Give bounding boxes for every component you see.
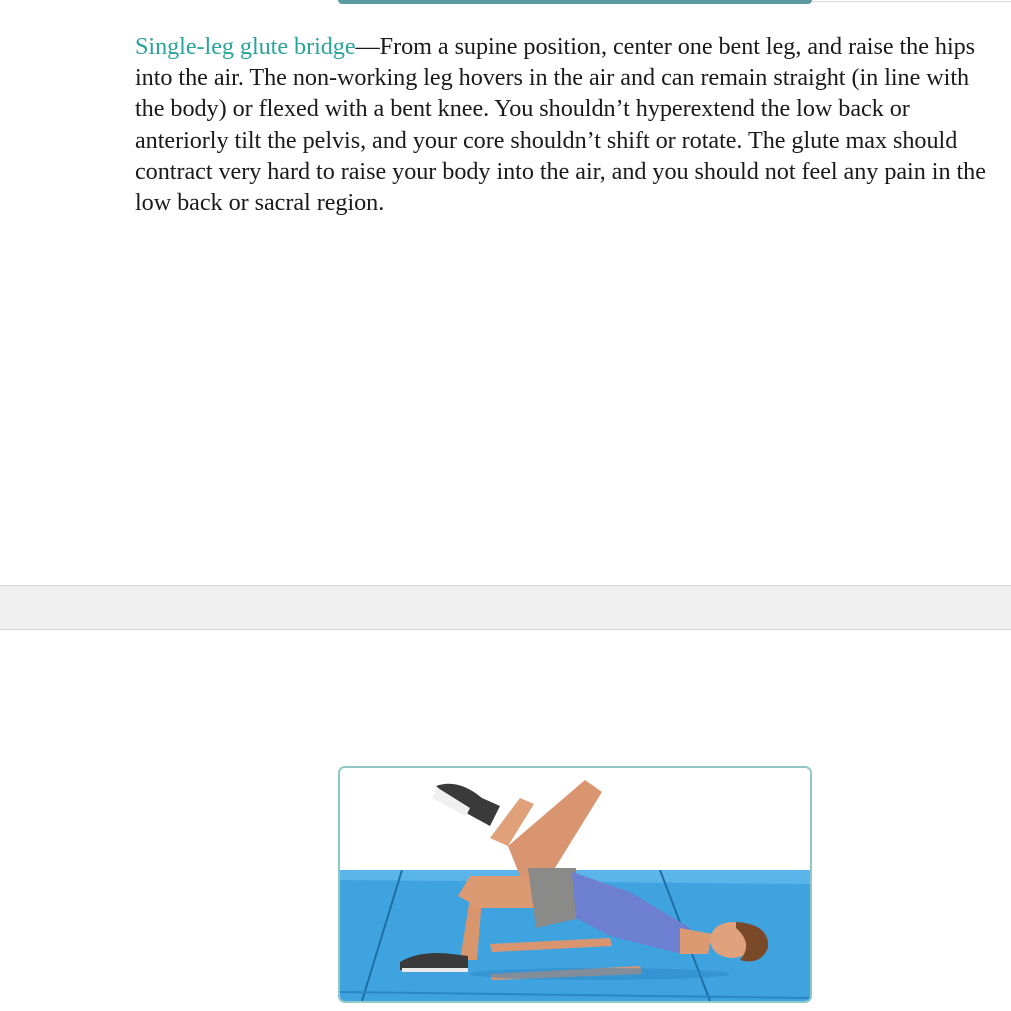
page-bottom bbox=[0, 630, 1011, 1011]
previous-figure-frame-edge bbox=[338, 0, 812, 4]
exercise-description: From a supine position, center one bent leg, and raise the hips into the air. The non-working leg hovers in the air and can remain straight (in line with the body) or flexed with a bent knee. You shouldn’t hyperextend the low back or anteriorly tilt the pelvis, and your core shouldn’t shift or rotate. The glute max should contract very hard to raise your body into the air, and you should not feel any pain in the low back or sacral region. bbox=[135, 33, 986, 217]
em-dash: — bbox=[355, 33, 380, 60]
glute-bridge-photo bbox=[340, 768, 810, 1001]
exercise-paragraph bbox=[135, 31, 997, 218]
page-separator bbox=[0, 585, 1011, 630]
page-top-divider bbox=[812, 1, 1011, 2]
exercise-figure bbox=[338, 766, 812, 1003]
exercise-term: Single-leg glute bridge bbox=[135, 33, 356, 60]
